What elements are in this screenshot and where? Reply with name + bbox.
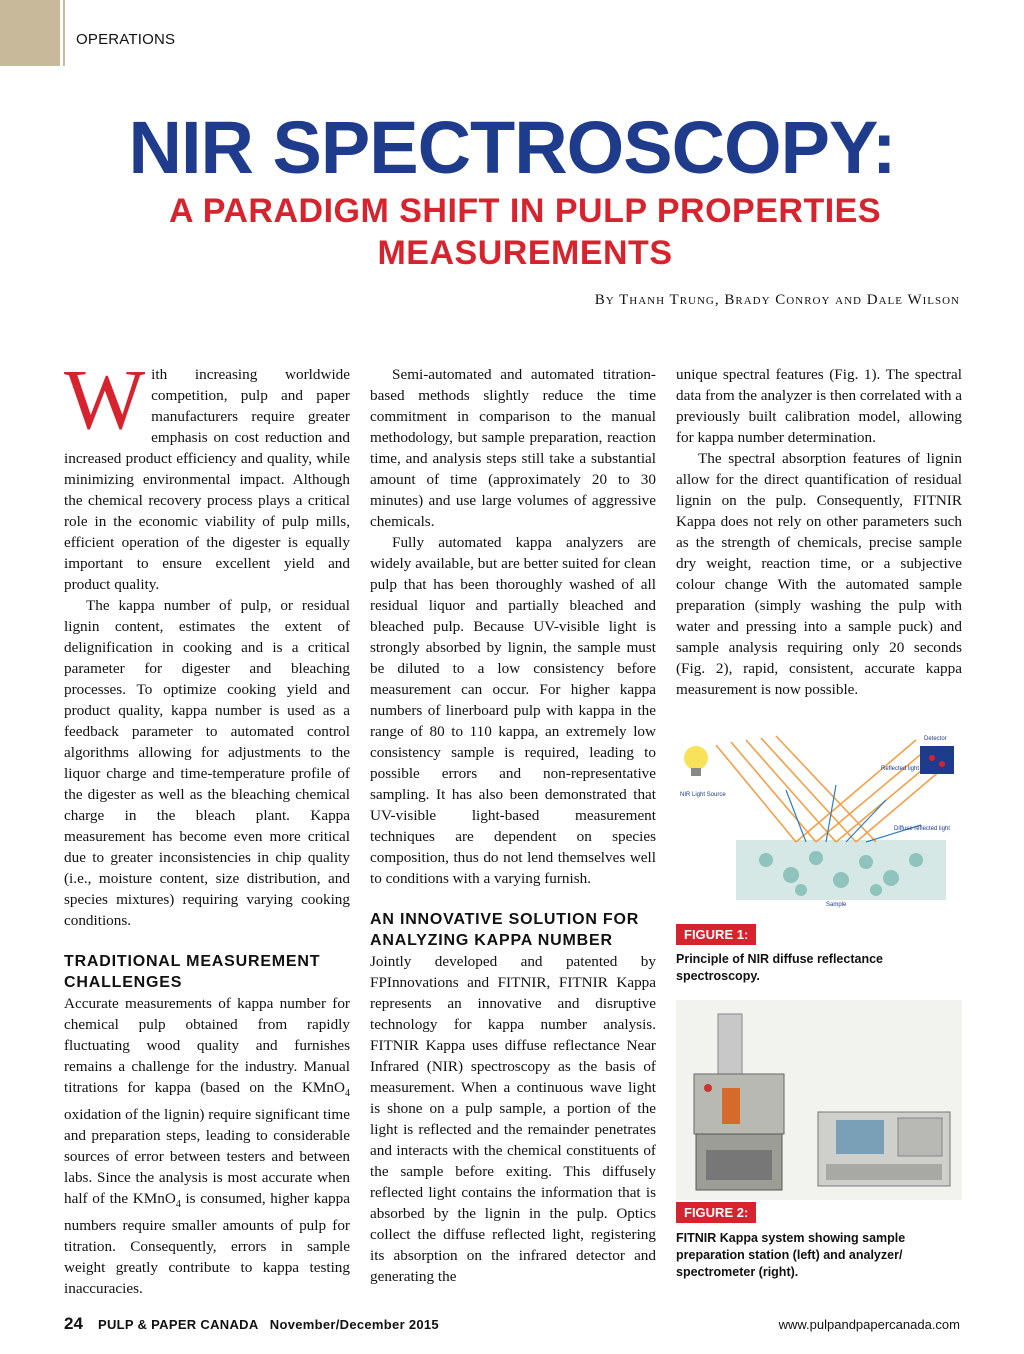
figure-2-caption: FITNIR Kappa system showing sample preparation station (left) and analyzer/ spectrometer (right). <box>676 1231 906 1279</box>
nir-diagram <box>676 730 964 910</box>
column-2 <box>370 364 656 1287</box>
fitnir-photo <box>676 1000 962 1200</box>
figure-2-label: FIGURE 2: <box>676 1202 756 1223</box>
byline: By Thanh Trung, Brady Conroy and Dale Wilson <box>594 292 960 308</box>
label-detector: Detector <box>924 736 947 742</box>
paragraph: unique spectral features (Fig. 1). The spectral data from the analyzer is then correlated with a previously built calibration model, allowing for kappa number determination. <box>676 366 962 446</box>
incident-rays <box>716 736 876 842</box>
figure-1-label: FIGURE 1: <box>676 924 756 945</box>
paragraph: Jointly developed and patented by FPInnovations and FITNIR, FITNIR Kappa represents an innovative and disruptive technology for kappa number analysis. FITNIR Kappa uses diffuse reflectance Near Infrared (NIR) spectroscopy as the basis of measurement. When a continuous wave light is shone on a pulp sample, a portion of the light is reflected and the remainder penetrates and interacts with the chemical constituents of the sample before exiting. This diffusely reflected light contains the information that is absorbed by the lignin in the pulp. Optics collect the diffuse reflected light, registering its absorption on the infrared detector and generating the <box>370 953 656 1285</box>
magazine-info: PULP & PAPER CANADA November/December 2015 <box>98 1317 439 1332</box>
paragraph: The kappa number of pulp, or residual lignin content, estimates the extent of delignification in cooking and is a critical parameter for digester and bleaching processes. To optimize cooking yield and product quality, kappa number is used as a feedback parameter to automated control algorithms allowing for adjustments to the liquor charge and time-temperature profile of the digester as well as the bleaching chemical charge in the bleach plant. Kappa measurement has become even more critical due to greater inconsistencies in chip quality (i.e., moisture content, size distribution, and species mixtures) requiring varying cooking conditions. <box>64 597 350 929</box>
station-cylinder <box>718 1014 742 1074</box>
page-number: 24 <box>64 1314 83 1333</box>
article-subtitle: A PARADIGM SHIFT IN PULP PROPERTIES MEASUREMENTS <box>168 192 882 272</box>
column-3 <box>676 364 962 700</box>
paragraph: Fully automated kappa analyzers are widely available, but are better suited for clean pulp that has been thoroughly washed of all residual liquor and partially bleached and bleached pulp. Because UV-visible light is strongly absorbed by lignin, the sample must be diluted to a low consistency before measurement can occur. For higher kappa numbers of linerboard pulp with kappa in the range of 80 to 110 kappa, an extremely low consistency sample is required, leading to possible errors and non-representative sampling. It has also been demonstrated that UV-visible light-based measurement techniques are dependent on species composition, thus do not lend themselves well to conditions with a varying furnish. <box>370 534 656 887</box>
paragraph-text: Accurate measurements of kappa number for chemical pulp obtained from rapidly fluctuating wood quality and furnishes remains a challenge for the industry. Manual titrations for kappa (based on the KMnO <box>64 995 350 1096</box>
label-sample: Sample <box>826 902 847 908</box>
website-link[interactable]: www.pulpandpapercanada.com <box>778 1317 960 1332</box>
paragraph <box>64 351 350 595</box>
section-heading: TRADITIONAL MEASUREMENT CHALLENGES <box>64 953 321 991</box>
paragraph-text: is consumed, higher kappa numbers require smaller amounts of pulp for titration. Consequently, errors in sample weight greatly contribute to kappa testing inaccuracies. <box>64 1190 350 1298</box>
light-bulb-icon <box>684 746 708 770</box>
header-rule <box>63 0 65 66</box>
paragraph-text: ith increasing worldwide competition, pulp and paper manufacturers require greater emphasis on cost reduction and increased product efficiency and quality, while minimizing environmental impact. Although the chemical recovery process plays a critical role in the economic viability of pulp mills, efficient operation of the digester is equally important to ensure excellent yield and product quality. <box>64 366 350 593</box>
column-1 <box>64 351 350 1299</box>
paragraph: The spectral absorption features of lignin allow for the direct quantification of residual lignin on the pulp. Consequently, FITNIR Kappa does not rely on other parameters such as the strength of chemicals, precise sample dry weight, reaction time, or a subjective colour change With the automated sample preparation (simply washing the pulp with water and pressing into a sample puck) and sample analysis requiring only 20 seconds (Fig. 2), rapid, consistent, accurate kappa measurement is now possible. <box>676 450 962 698</box>
drop-cap: W <box>64 351 146 447</box>
analyzer-screen <box>836 1120 884 1154</box>
label-reflected: Reflected light <box>881 766 920 772</box>
detector-icon <box>920 746 954 774</box>
header-tab <box>0 0 60 66</box>
figure-1-caption: Principle of NIR diffuse reflectance spectroscopy. <box>676 952 883 983</box>
label-source: NIR Light Source <box>680 792 726 798</box>
paragraph <box>64 993 350 1299</box>
label-diffuse: Diffuse reflected light <box>894 826 950 832</box>
article-title: NIR SPECTROSCOPY: <box>128 106 896 189</box>
sample-block <box>736 840 946 900</box>
paragraph-text: oxidation of the lignin) require significant time and preparation steps, leading to considerable sources of error between testers and between labs. Since the analysis is most accurate when half of the KMnO <box>64 1106 350 1208</box>
subscript: 4 <box>175 1199 181 1211</box>
section-heading: AN INNOVATIVE SOLUTION FOR ANALYZING KAPPA NUMBER <box>370 911 640 949</box>
subscript: 4 <box>345 1088 350 1100</box>
section-label: OPERATIONS <box>76 31 176 48</box>
paragraph: Semi-automated and automated titration-based methods slightly reduce the time commitment in comparison to the manual methodology, but sample preparation, reaction time, and analysis steps still take a substantial amount of time (approximately 20 to 30 minutes) and use large volumes of aggressive chemicals. <box>370 366 656 530</box>
